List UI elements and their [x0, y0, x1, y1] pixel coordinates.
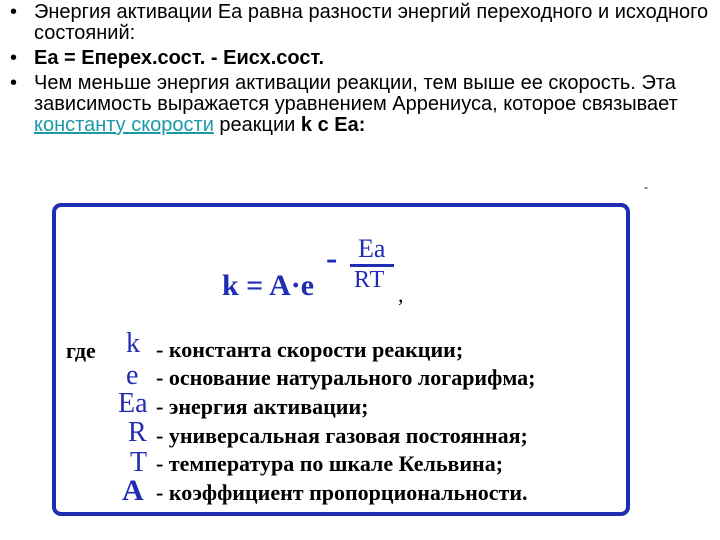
legend-symbol: k — [126, 328, 140, 359]
formula-comma: , — [398, 282, 404, 307]
legend-symbol: R — [128, 417, 147, 448]
rate-constant-link[interactable]: константу скорости — [34, 114, 214, 136]
bullet-text: Энергия активации Еа равна разности энергий переходного и исходного состояний: — [34, 1, 709, 44]
legend-desc: - основание натурального логарифма; — [156, 365, 536, 390]
bullet-item-definition — [8, 2, 714, 44]
legend-desc: - энергия активации; — [156, 394, 369, 419]
legend-symbol: Ea — [118, 388, 148, 419]
formula-exponent-sign: - — [326, 240, 338, 277]
bullet-text: Еа = Еперех.сост. - Еисх.сост. — [34, 47, 325, 69]
stray-mark: - — [644, 180, 648, 194]
legend-symbol: A — [122, 474, 144, 507]
bullet-text-after: реакции — [213, 114, 296, 136]
formula-numerator: Ea — [358, 234, 386, 263]
legend-desc: - константа скорости реакции; — [156, 337, 464, 362]
legend-symbol: T — [130, 447, 148, 478]
bullet-item-equation — [8, 48, 714, 69]
bullet-icon: • — [10, 1, 18, 23]
legend-symbol: e — [126, 360, 139, 391]
bullet-icon: • — [10, 47, 18, 69]
legend-desc: - универсальная газовая постоянная; — [156, 423, 528, 448]
bullet-item-arrhenius — [8, 73, 714, 136]
formula-lhs: k = A·e — [222, 269, 315, 302]
bullet-text-bold: k с Еа: — [300, 114, 366, 136]
formula-denominator: RT — [354, 267, 386, 293]
bullet-text: Чем меньше энергия активации реакции, тем выше ее скорость. Эта зависимость выражается уравнением Аррениуса, которое связывает — [34, 72, 678, 115]
bullet-icon: • — [10, 72, 18, 94]
legend-desc: - температура по шкале Кельвина; — [156, 451, 504, 476]
legend-desc: - коэффициент пропорциональности. — [156, 480, 528, 505]
where-label: где — [66, 338, 96, 363]
bullet-list — [8, 2, 714, 140]
